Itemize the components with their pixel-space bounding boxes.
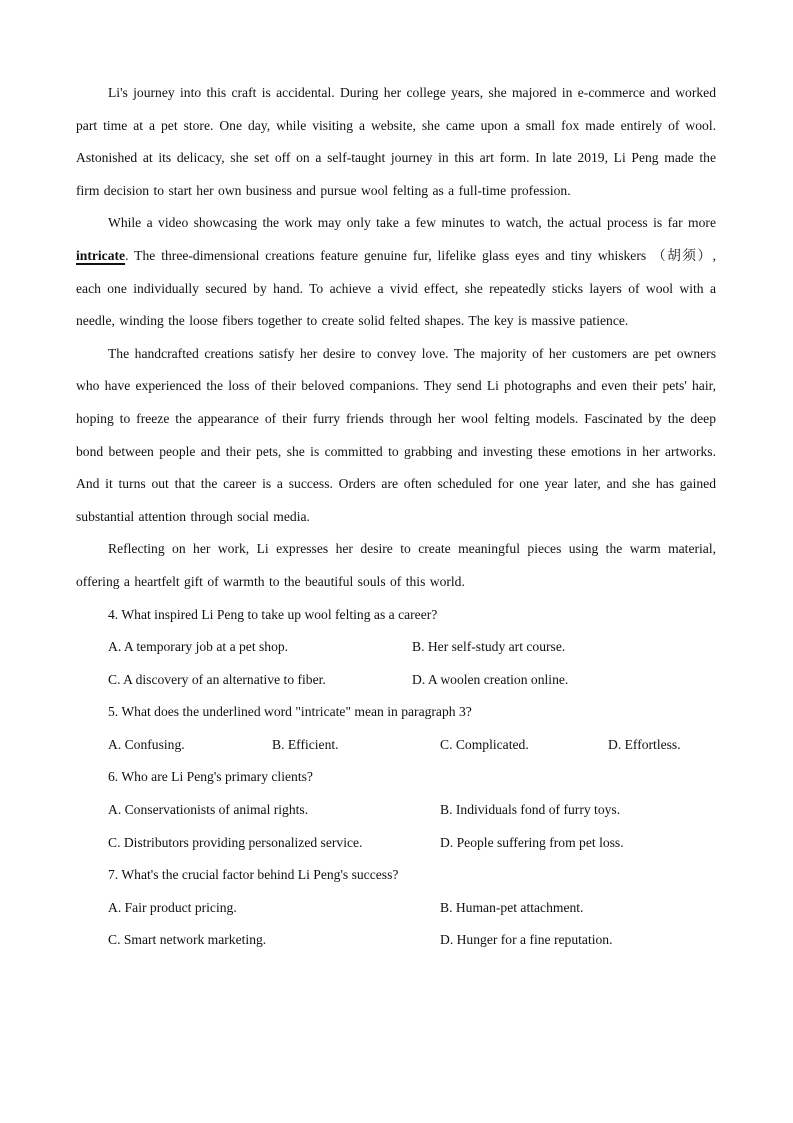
question-7-options-row-1 [76, 892, 716, 925]
paragraph-2-start: While a video showcasing the work may only take a few minutes to watch, the actual process is far more [108, 215, 716, 231]
question-4-option-d: D. A woolen creation online. [412, 671, 569, 687]
question-4-option-b: B. Her self-study art course. [412, 639, 566, 655]
question-6-option-c: C. Distributors providing personalized service. [108, 834, 363, 850]
question-4-stem: 4. What inspired Li Peng to take up wool felting as a career? [108, 606, 438, 622]
paragraph-1: Li's journey into this craft is accidental. During her college years, she majored in e-commerce and worked part time at a pet store. One day, while visiting a website, she came upon a small fox made entirely of wool. Astonished at its delicacy, she set off on a self-taught journey in this art form. In late 2019, Li Peng made the firm decision to start her own business and pursue wool felting as a full-time profession. [76, 85, 716, 198]
question-7-stem: 7. What's the crucial factor behind Li Peng's success? [108, 867, 399, 883]
question-7-option-c: C. Smart network marketing. [108, 932, 267, 948]
question-7-option-b: B. Human-pet attachment. [440, 899, 584, 915]
paragraph-2-end: . The three-dimensional creations feature genuine fur, lifelike glass eyes and tiny whiskers （胡须）, each one individually secured by hand. To achieve a vivid effect, she repeatedly sticks layers of wool with a needle, winding the loose fibers together to create solid felted shapes. The key is massive patience. [76, 247, 716, 329]
question-6-option-a: A. Conservationists of animal rights. [108, 802, 309, 818]
question-5-option-a: A. Confusing. [108, 736, 185, 752]
question-5-options-row [76, 729, 716, 762]
question-6-stem: 6. Who are Li Peng's primary clients? [108, 769, 313, 785]
question-5-option-c: C. Complicated. [440, 736, 529, 752]
question-5-stem: 5. What does the underlined word "intricate" mean in paragraph 3? [108, 704, 472, 720]
question-5-option-d: D. Effortless. [608, 736, 681, 752]
question-4-option-a: A. A temporary job at a pet shop. [108, 639, 289, 655]
question-4-options-row-1 [76, 631, 716, 664]
question-6-options-row-1 [76, 794, 716, 827]
question-7-option-d: D. Hunger for a fine reputation. [440, 932, 613, 948]
paragraph-3: The handcrafted creations satisfy her desire to convey love. The majority of her customers are pet owners who have experienced the loss of their beloved companions. They send Li photographs and even their pets' hair, hoping to freeze the appearance of their furry friends through her wool felting models. Fascinated by the deep bond between people and their pets, she is committed to grabbing and investing these emotions in her artworks. And it turns out that the career is a success. Orders are often scheduled for one year later, and she has gained substantial attention through social media. [76, 345, 716, 524]
question-5-option-b: B. Efficient. [272, 736, 339, 752]
underlined-word: intricate [76, 247, 126, 263]
question-4-options-row-2 [76, 664, 716, 697]
question-7-option-a: A. Fair product pricing. [108, 899, 237, 915]
question-4-option-c: C. A discovery of an alternative to fiber. [108, 671, 326, 687]
question-6-option-d: D. People suffering from pet loss. [440, 834, 624, 850]
question-7-options-row-2 [76, 924, 716, 957]
question-6-option-b: B. Individuals fond of furry toys. [440, 802, 621, 818]
paragraph-2 [76, 207, 716, 337]
document-page [76, 77, 716, 957]
paragraph-4: Reflecting on her work, Li expresses her desire to create meaningful pieces using the warm material, offering a heartfelt gift of warmth to the beautiful souls of this world. [76, 541, 716, 589]
question-6-options-row-2 [76, 827, 716, 860]
